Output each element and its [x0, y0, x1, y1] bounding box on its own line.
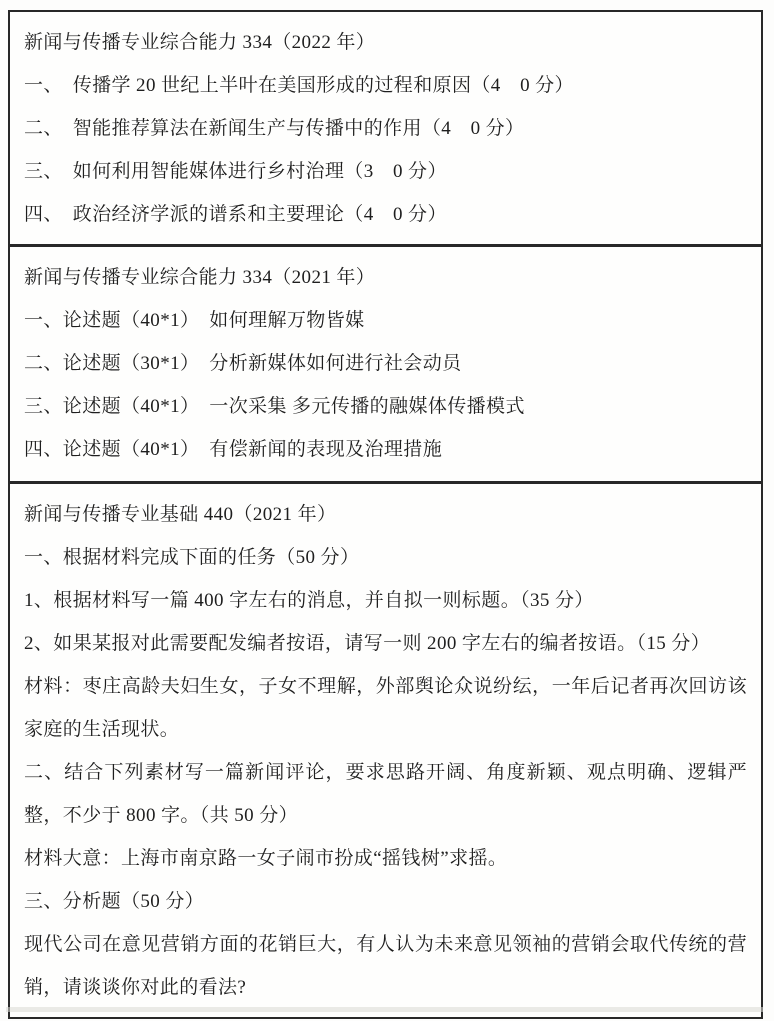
question-line: 一、论述题（40*1） 如何理解万物皆媒	[24, 310, 365, 331]
question-line: 材料：枣庄高龄夫妇生女，子女不理解，外部舆论众说纷纭，一年后记者再次回访该家庭的生活现状。	[24, 676, 747, 740]
question-line: 三、 如何利用智能媒体进行乡村治理（3 0 分）	[24, 161, 447, 182]
exam-document	[8, 10, 763, 1019]
section-title: 新闻与传播专业综合能力 334（2021 年）	[24, 267, 376, 288]
scan-edge-artifact	[6, 1007, 763, 1012]
question-line: 材料大意：上海市南京路一女子闹市扮成“摇钱树”求摇。	[24, 848, 508, 869]
section-title: 新闻与传播专业基础 440（2021 年）	[24, 504, 337, 525]
question-line: 一、 传播学 20 世纪上半叶在美国形成的过程和原因（4 0 分）	[24, 75, 574, 96]
question-line: 1、根据材料写一篇 400 字左右的消息，并自拟一则标题。（35 分）	[24, 590, 594, 611]
exam-section-440-2021	[8, 482, 763, 1019]
exam-section-334-2021	[8, 245, 763, 483]
question-line: 二、论述题（30*1） 分析新媒体如何进行社会动员	[24, 353, 462, 374]
question-line: 三、论述题（40*1） 一次采集 多元传播的融媒体传播模式	[24, 396, 525, 417]
exam-section-334-2022	[8, 10, 763, 246]
question-line: 三、分析题（50 分）	[24, 891, 205, 912]
question-line: 四、 政治经济学派的谱系和主要理论（4 0 分）	[24, 204, 447, 225]
question-line: 现代公司在意见营销方面的花销巨大，有人认为未来意见领袖的营销会取代传统的营销，请谈谈你对此的看法?	[24, 934, 747, 998]
question-line: 二、 智能推荐算法在新闻生产与传播中的作用（4 0 分）	[24, 118, 525, 139]
section-title: 新闻与传播专业综合能力 334（2022 年）	[24, 32, 376, 53]
question-line: 二、结合下列素材写一篇新闻评论，要求思路开阔、角度新颖、观点明确、逻辑严整，不少于 800 字。（共 50 分）	[24, 762, 747, 826]
question-line: 2、如果某报对此需要配发编者按语，请写一则 200 字左右的编者按语。（15 分）	[24, 633, 711, 654]
question-line: 一、根据材料完成下面的任务（50 分）	[24, 547, 360, 568]
question-line: 四、论述题（40*1） 有偿新闻的表现及治理措施	[24, 439, 443, 460]
